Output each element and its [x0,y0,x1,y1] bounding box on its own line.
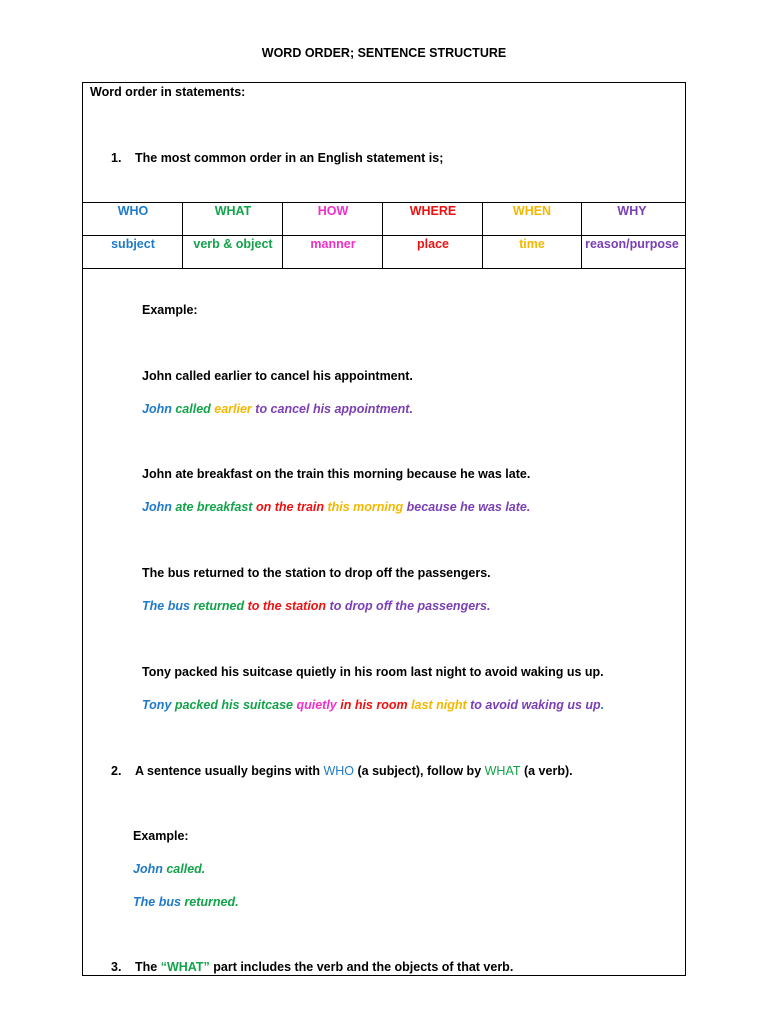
example-label: Example: [142,303,198,317]
sentence-part-who: John [142,500,176,514]
sentence-part-what: called [175,402,215,416]
table-value-place: place [417,237,449,251]
example-sentence-colored [142,500,530,514]
point3-text-part: The [135,960,161,974]
sentence-part-why: to drop off the passengers. [329,599,491,613]
sentence-part-who: . [600,698,605,712]
table-value-reason-purpose: reason/purpose [585,237,679,251]
point2-who-term: WHO [323,764,355,778]
table-header-where: WHERE [409,204,457,218]
table-rule-bottom [83,268,685,269]
point2-number: 2. [111,764,122,778]
table-header-when: WHEN [512,204,552,218]
table-header-who: WHO [117,204,149,218]
point3-text-part: part includes the verb and the objects of that verb. [209,960,514,974]
sentence-part-where: in his room [340,698,412,712]
sentence-part-where: on the train [255,500,328,514]
point2-example-label: Example: [133,829,189,843]
example-sentence: Tony packed his suitcase quietly in his room last night to avoid waking us up. [142,665,604,679]
example-sentence: John ate breakfast on the train this morning because he was late. [142,467,531,481]
content-frame [82,82,686,976]
sentence-part-who: John [142,402,176,416]
point3-text [135,960,513,974]
sentence-part-when: this morning [327,500,407,514]
point2-text-part: (a verb). [520,764,573,778]
point2-example-sentence [133,862,205,876]
sentence-part-how: quietly [296,698,341,712]
page-title: WORD ORDER; SENTENCE STRUCTURE [261,46,507,60]
table-value-verb-object: verb & object [193,237,273,251]
section-heading: Word order in statements: [90,85,246,99]
point1-number: 1. [111,151,122,165]
table-rule-top [83,202,685,203]
table-value-subject: subject [111,237,155,251]
sentence-part-who: Tony [142,698,175,712]
example-sentence-colored [142,599,490,613]
sentence-part-where: to the station [247,599,330,613]
table-header-what: WHAT [214,204,252,218]
sentence-part-what: returned. [184,895,239,909]
table-value-manner: manner [310,237,356,251]
table-rule-middle [83,235,685,236]
sentence-part-who: The bus [142,599,194,613]
sentence-part-why: to cancel his appointment. [255,402,413,416]
sentence-part-when: last night [411,698,471,712]
sentence-part-who: John [133,862,167,876]
example-sentence-colored [142,698,604,712]
sentence-part-what: ate breakfast [175,500,256,514]
table-header-why: WHY [617,204,647,218]
sentence-part-why: because he was late. [406,500,531,514]
sentence-part-what: packed his suitcase [174,698,297,712]
sentence-part-who: The bus [133,895,185,909]
point1-text: The most common order in an English statement is; [135,151,444,165]
point2-text [135,764,573,778]
example-sentence: The bus returned to the station to drop off the passengers. [142,566,491,580]
point2-what-term: WHAT [484,764,521,778]
table-value-time: time [519,237,545,251]
point2-text-part: A sentence usually begins with [135,764,324,778]
table-header-how: HOW [317,204,349,218]
sentence-part-when: earlier [214,402,256,416]
point2-example-sentence [133,895,239,909]
sentence-part-why: to avoid waking us up [470,698,601,712]
point3-what-term: “WHAT” [160,960,210,974]
point2-text-part: (a subject), follow by [354,764,485,778]
example-sentence-colored [142,402,413,416]
example-sentence: John called earlier to cancel his appointment. [142,369,413,383]
sentence-part-what: called. [166,862,206,876]
sentence-part-what: returned [193,599,248,613]
point3-number: 3. [111,960,122,974]
